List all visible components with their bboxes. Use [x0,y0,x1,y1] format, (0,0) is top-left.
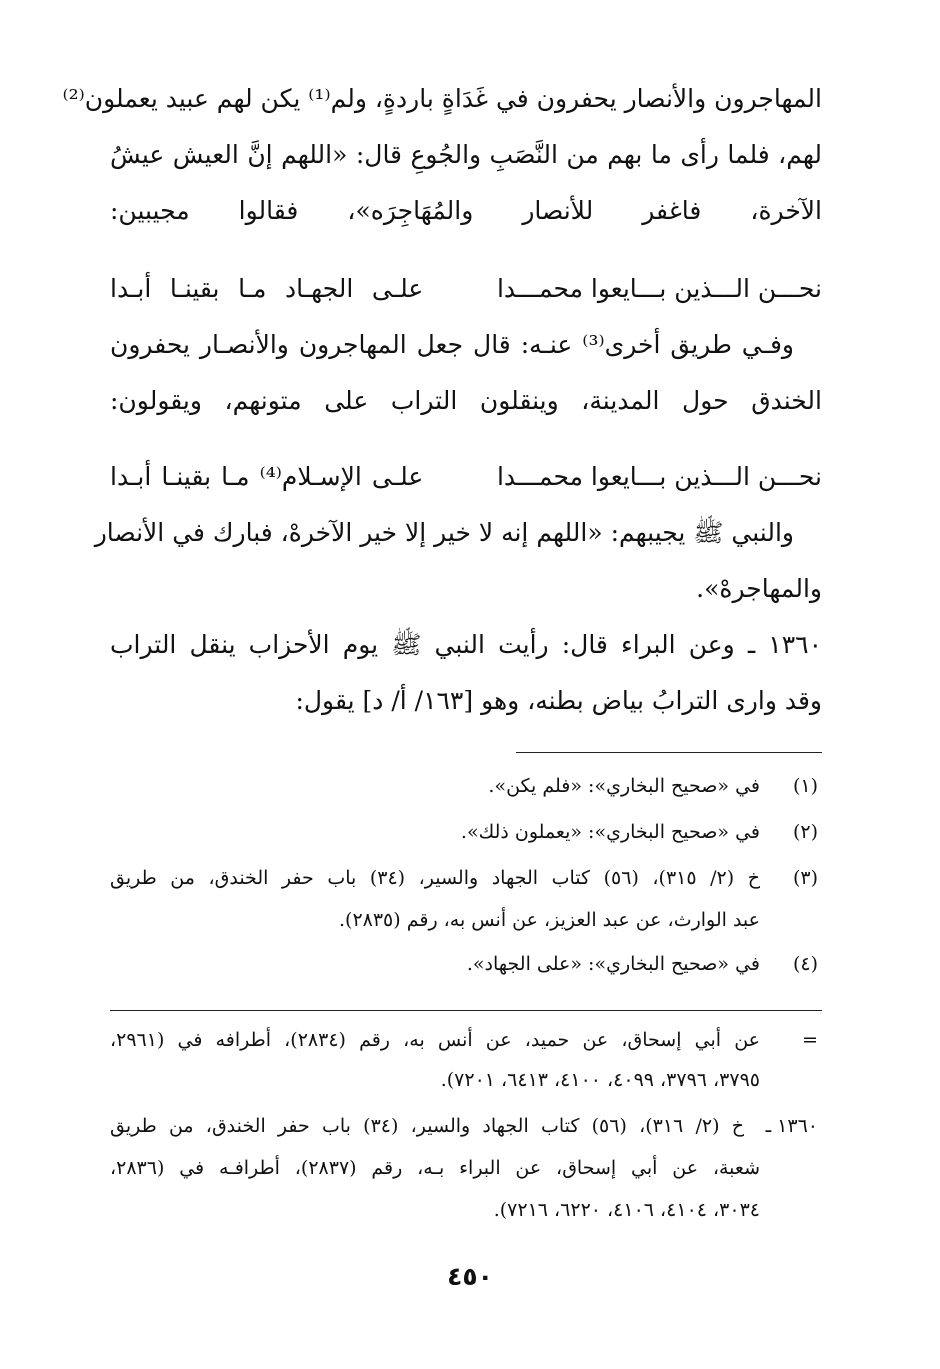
text-line: الآخرة، فاغفر للأنصار والمُهَاجِرَه»، فقالوا مجيبين: [110,196,822,225]
verse-2 [110,460,822,494]
reference-continuation: ٣٧٩٥، ٣٧٩٦، ٤٠٩٩، ٤١٠٠، ٦٤١٣، ٧٢٠١). [440,1069,760,1091]
footnote-text: في «صحيح البخاري»: «فلم يكن». [488,775,760,797]
verse-2-first-hemistich: نحـــن الـــذين بـــايعوا محمـــدا [496,462,822,491]
footnote-text: خ (٢/ ٣١٥)، (٥٦) كتاب الجهاد والسير، (٣٤) باب حفر الخندق، من طريق [110,867,760,889]
reference-separator [110,1010,822,1011]
footnote-text: في «صحيح البخاري»: «يعملون ذلك». [460,821,760,843]
text-line: المهاجرون والأنصار يحفرون في غَدَاةٍ باردةٍ، ولم⁽¹⁾ يكن لهم عبيد يعملون⁽²⁾ [62,84,822,113]
footnote-1 [110,772,822,818]
reference-marker: ١٣٦٠ ـ [765,1115,818,1137]
footnote-2 [110,818,822,864]
text-line: لهم، فلما رأى ما بهم من النَّصَبِ والجُوعِ قال: «اللهم إنَّ العيش عيشُ [110,140,822,169]
reference-continuation: ٣٠٣٤، ٤١٠٤، ٤١٠٦، ٦٢٢٠، ٧٢١٦). [493,1199,760,1221]
page-number: ٤٥٠ [447,1262,493,1291]
verse-2-second-hemistich: علـى الإسـلام⁽⁴⁾ مـا بقينـا أبـدا [110,462,424,491]
reference-continuation: شعبة، عن أبي إسحاق، عن البراء بـه، رقم (٢٨٣٧)، أطرافـه في (٢٨٣٦، [110,1157,761,1179]
references [110,1026,822,1238]
text-line: وقد وارى الترابُ بياض بطنه، وهو [١٦٣/ أ/ د] يقول: [295,686,822,715]
reference-text: عن أبي إسحاق، عن حميد، عن أنس به، رقم (٢٨٣٤)، أطرافه في (٢٩٦١، [110,1029,760,1051]
footnote-continuation: عبد الوارث، عن عبد العزيز، عن أنس به، رقم (٢٨٣٥). [338,909,760,931]
footnote-4 [110,950,822,996]
footnote-number: (٣) [792,867,818,889]
text-line: وفـي طريق أخرى⁽³⁾ عنـه: قال جعل المهاجرون والأنصـار يحفرون [110,330,794,359]
text-line: والمهاجرهْ». [696,574,822,603]
footnote-number: (٢) [792,821,818,843]
footnote-text: في «صحيح البخاري»: «على الجهاد». [466,953,760,975]
reference-marker: = [802,1029,818,1051]
reference-text: خ (٢/ ٣١٦)، (٥٦) كتاب الجهاد والسير، (٣٤) باب حفر الخندق، من طريق [110,1115,745,1137]
page-body [62,82,822,740]
footnote-number: (٤) [792,953,818,975]
footnote-number: (١) [792,775,818,797]
footnote-separator [516,752,822,753]
reference-continued [110,1026,822,1066]
text-line: ١٣٦٠ ـ وعن البراء قال: رأيت النبي ﷺ يوم الأحزاب ينقل التراب [110,630,822,659]
verse-1-second-hemistich: علـى الجهـاد مـا بقينـا أبـدا [110,274,424,303]
verse-1 [110,272,822,306]
footnote-3 [110,864,822,906]
text-line: والنبي ﷺ يجيبهم: «اللهم إنه لا خير إلا خير الآخرهْ، فبارك في الأنصار [94,518,794,547]
verse-1-first-hemistich: نحـــن الـــذين بـــايعوا محمـــدا [496,274,822,303]
footnotes [110,772,822,996]
text-line: الخندق حول المدينة، وينقلون التراب على متونهم، ويقولون: [110,386,822,415]
reference-1360 [110,1112,822,1154]
